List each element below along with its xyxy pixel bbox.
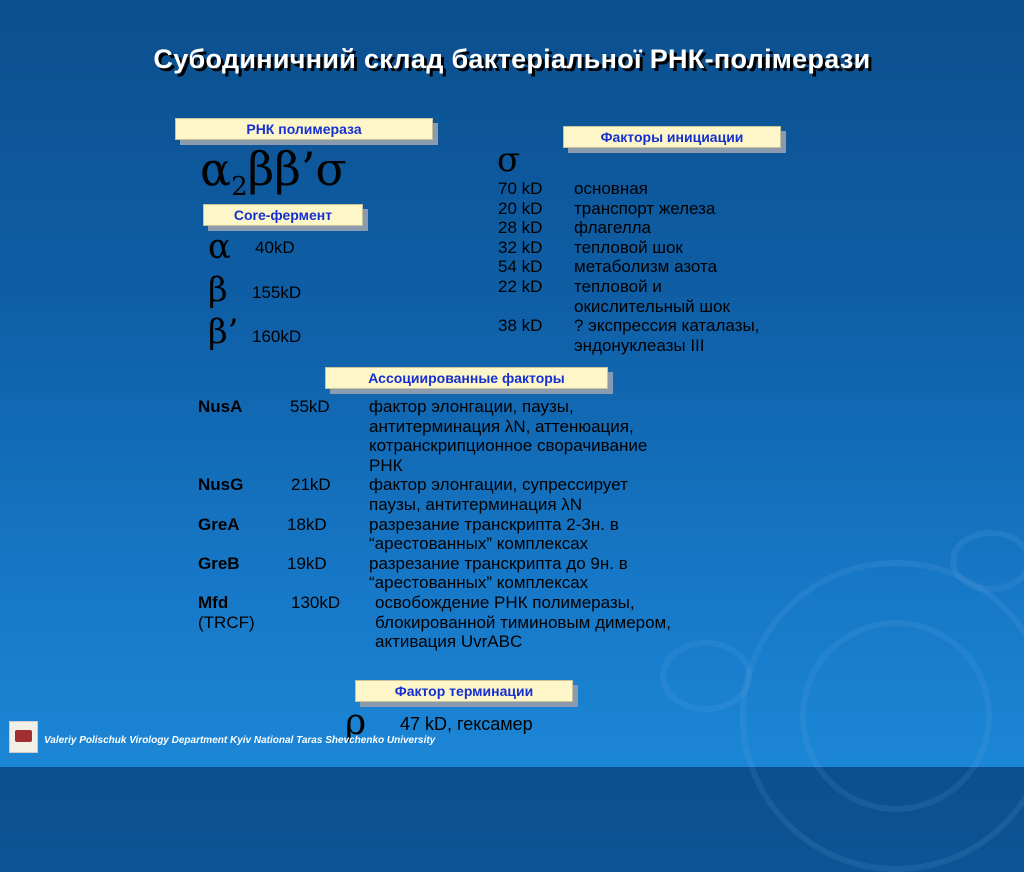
formula-rest: ββ’σ (247, 142, 347, 196)
factor-desc: РНК (369, 455, 403, 475)
factor-desc: активация UvrABC (375, 632, 523, 652)
factor-mass: 18kD (287, 514, 327, 534)
init-desc: тепловой и (574, 277, 662, 296)
factor-mass: 55kD (290, 397, 330, 416)
factor-name: GreA (198, 514, 240, 534)
term-text: 47 kD, гексамер (400, 714, 533, 734)
init-desc: транспорт железа (574, 198, 716, 218)
factor-name: NusA (198, 397, 243, 416)
university-logo (9, 721, 38, 753)
decor-ring (950, 530, 1024, 592)
init-desc: основная (574, 179, 648, 198)
core-mass: 155kD (252, 283, 302, 302)
factor-mass: 19kD (287, 553, 327, 573)
core-mass: 40kD (255, 238, 295, 257)
rnap-formula (200, 144, 347, 212)
init-mass: 28 kD (498, 218, 543, 238)
factor-desc: котранскрипционное сворачивание (369, 436, 648, 456)
factor-mass: 130kD (291, 593, 341, 612)
core-symbol: α (208, 227, 231, 267)
init-desc: окислительный шок (574, 296, 730, 316)
init-mass: 70 kD (498, 179, 543, 198)
term-label: Фактор терминации (355, 680, 573, 702)
init-mass: 38 kD (498, 316, 543, 336)
sigma-symbol: σ (497, 140, 521, 180)
factor-desc: “арестованных” комплексах (369, 534, 589, 554)
init-desc: флагелла (574, 218, 651, 238)
core-symbol: β’ (208, 312, 239, 352)
formula-alpha: α (200, 142, 232, 196)
init-desc: тепловой шок (574, 237, 683, 257)
factor-desc: антитерминация λN, аттенюация, (369, 416, 634, 436)
init-desc: ? экспрессия каталазы, (574, 316, 760, 336)
decor-ring (800, 620, 992, 812)
rnap-label: РНК полимераза (175, 118, 433, 140)
factor-desc: разрезание транскрипта до 9н. в (369, 553, 628, 573)
factor-desc: “арестованных” комплексах (369, 573, 589, 593)
factor-name: GreB (198, 553, 240, 573)
factor-desc: фактор элонгации, супрессирует (369, 475, 628, 495)
factor-desc: паузы, антитерминация λN (369, 495, 583, 514)
init-mass: 20 kD (498, 198, 543, 218)
decor-ring (660, 640, 752, 712)
init-label: Факторы инициации (563, 126, 781, 148)
footer-text: Valeriy Polischuk Virology Department Kyiv National Taras Shevchenko University (44, 735, 436, 746)
core-label: Core-фермент (203, 204, 363, 226)
factor-name: (TRCF) (198, 612, 255, 632)
init-desc: метаболизм азота (574, 257, 718, 277)
factor-desc: фактор элонгации, паузы, (369, 397, 574, 416)
init-mass: 32 kD (498, 237, 543, 257)
factor-desc: разрезание транскрипта 2-3н. в (369, 514, 619, 534)
assoc-label: Ассоциированные факторы (325, 367, 608, 389)
factor-desc: освобождение РНК полимеразы, (375, 593, 635, 612)
factor-mass: 21kD (291, 475, 331, 495)
rho-symbol: ρ (345, 702, 367, 743)
init-desc: эндонуклеазы III (574, 335, 705, 355)
formula-subscript: 2 (231, 172, 248, 203)
core-symbol: β (208, 270, 228, 310)
init-mass: 54 kD (498, 257, 543, 277)
factor-desc: блокированной тиминовым димером, (375, 612, 671, 632)
slide-title: Субодиничний склад бактеріальної РНК-полімерази (153, 44, 871, 74)
core-mass: 160kD (252, 327, 302, 346)
factor-name: Mfd (198, 593, 229, 612)
factor-name: NusG (198, 475, 244, 495)
init-mass: 22 kD (498, 277, 543, 296)
